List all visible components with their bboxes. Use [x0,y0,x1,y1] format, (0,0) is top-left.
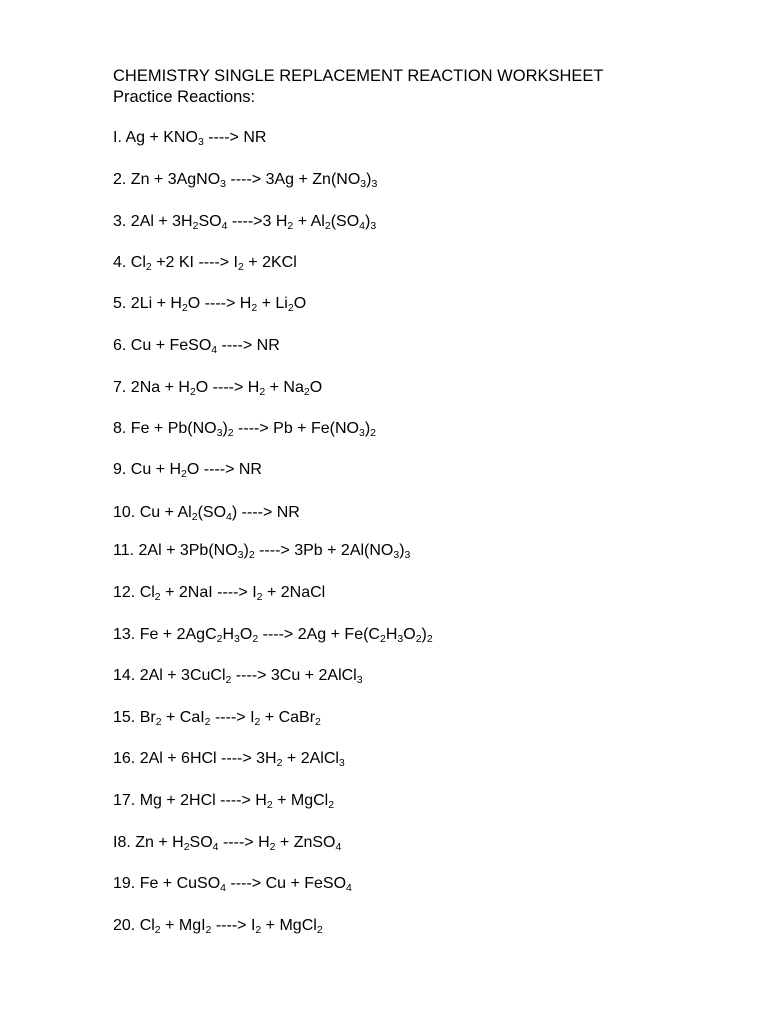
reaction-item: 9. $Cu + H_2O$ ----> NR [113,461,262,480]
reaction-item: 8. $Fe + Pb(NO_3)_2$ ----> $Pb + Fe(NO_3)_2$ [113,420,376,439]
reaction-item: 3. $2Al + 3H_2SO_4$ ---->3 $H_2 + Al_2(SO_4)_3$ [113,213,377,232]
reaction-item: 4. $Cl_2 +2$ KI ----> $I_2 + 2KCl$ [113,254,297,273]
reaction-item: 10. $Cu + Al_2(SO_4)$ ----> NR [113,504,300,523]
reaction-item: 13. $Fe + 2AgC_2H_3O_2$ ----> $2Ag + Fe(C_2H_3O_2)_2$ [113,626,433,645]
reaction-item: 2. Zn + 3AgNO$_3$ ----> $3Ag + Zn(NO_3)_3$ [113,171,378,190]
worksheet-title: CHEMISTRY SINGLE REPLACEMENT REACTION WORKSHEET [113,67,604,85]
reaction-item: 20. $Cl_2 + MgI_2$ ----> $I_2$ + MgCl$_2$ [113,917,323,936]
reaction-item: 6. Cu + FeSO$_4$ ----> NR [113,337,280,356]
reaction-item: 11. $2Al + 3Pb(NO_3)_2$ ----> $3Pb + 2Al(NO_3)_3$ [113,542,411,561]
reaction-item: 17. Mg + 2HCl ----> $H_2$ + MgCl$_2$ [113,792,335,811]
reaction-item: 12. $Cl_2 + 2NaI$ ----> $I_2$ + 2NaCl [113,584,326,603]
reaction-item: 16. 2Al + 6HCl ----> $3H_2$ + 2AlCl$_3$ [113,750,345,769]
reaction-item: I. $Ag + KNO_3$ ----> NR [113,129,267,148]
reaction-item: 5. $2Li + H_2O$ ----> $H_2 + Li_2O$ [113,295,307,314]
reaction-item: 14. 2Al + 3CuCl$_2$ ----> 3Cu + 2AlCl$_3$ [113,667,363,686]
reaction-item: 15. $Br_2 + CaI_2$ ----> $I_2$ + CaBr$_2$ [113,709,321,728]
worksheet-subtitle: Practice Reactions: [113,88,256,106]
reaction-item: 19. Fe + CuSO$_4$ ----> Cu + FeSO$_4$ [113,875,352,894]
reaction-item: I8. $Zn + H_2SO_4$ ----> $H_2$ + ZnSO$_4$ [113,834,342,853]
reaction-item: 7. $2Na + H_2O$ ----> $H_2 + Na_2O$ [113,379,323,398]
